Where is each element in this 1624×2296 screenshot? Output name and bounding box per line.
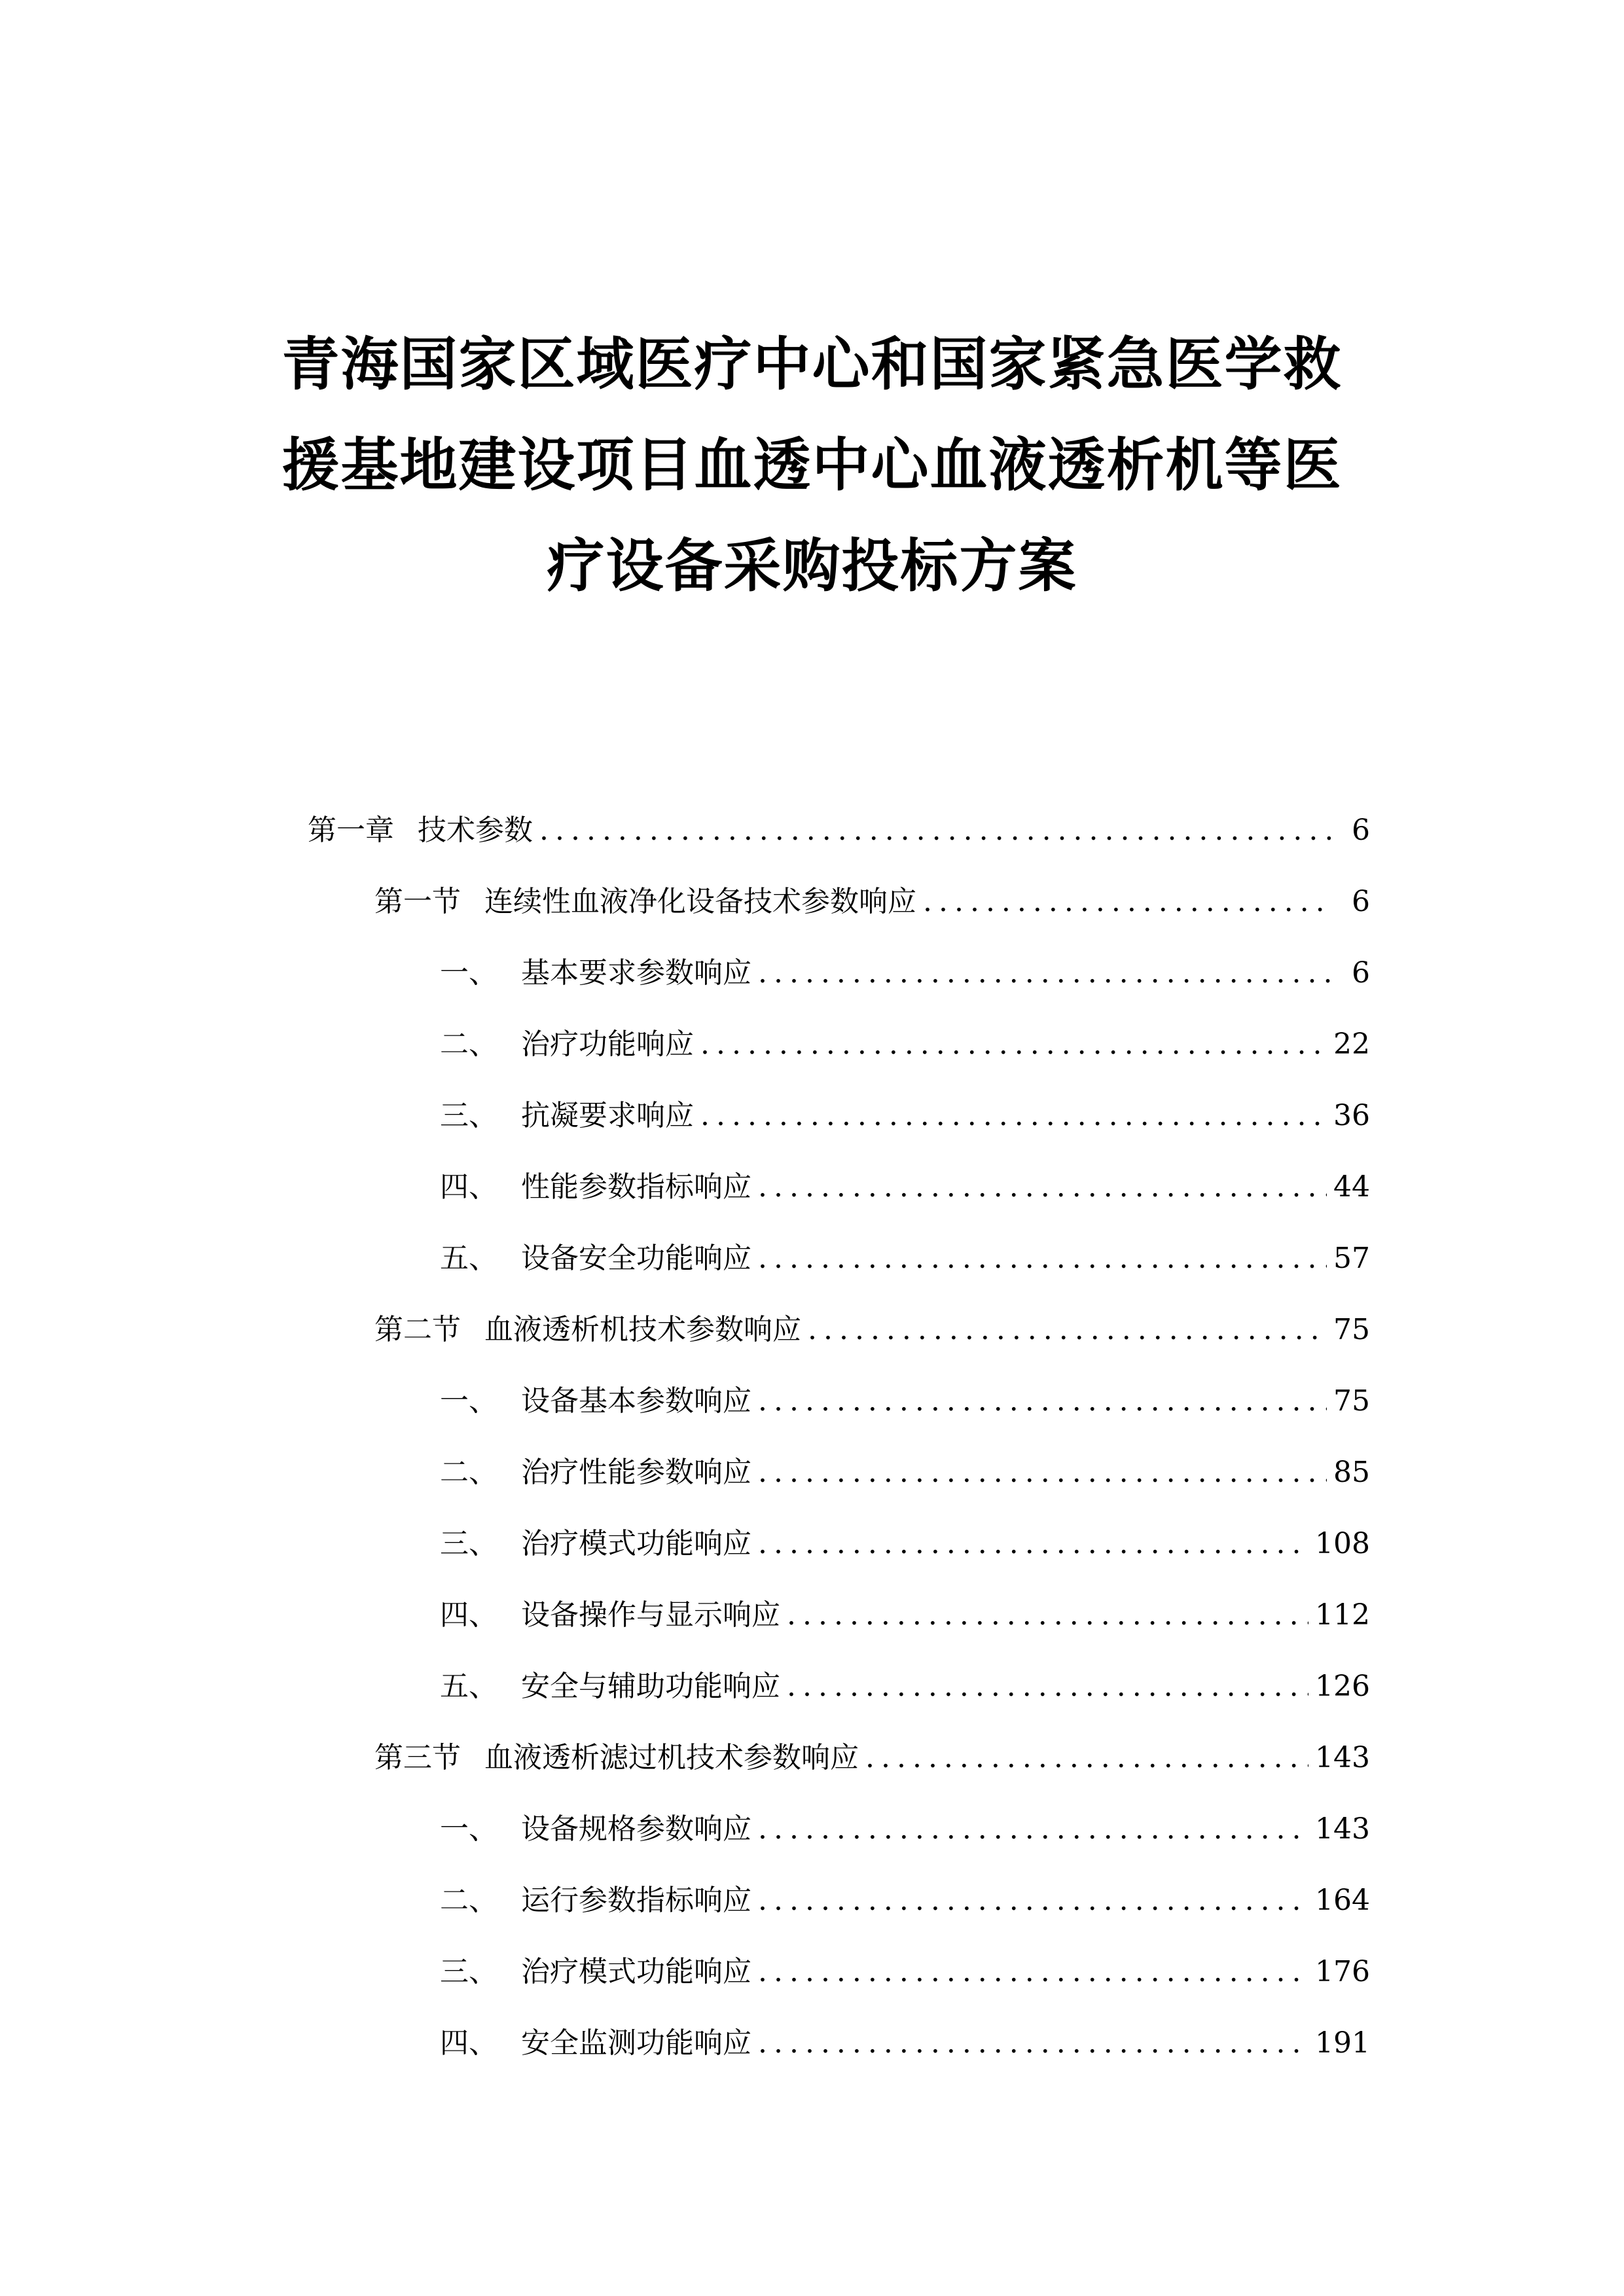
toc-entry-item[interactable] [440,1012,1370,1064]
toc-text: 技术参数 [418,814,533,847]
toc-prefix: 三、 [440,1527,497,1560]
toc-prefix: 二、 [440,1456,497,1489]
toc-leader-dots [808,1310,1327,1350]
toc-prefix: 第一节 [374,885,461,918]
toc-prefix: 四、 [440,2026,497,2060]
toc-leader-dots [758,1952,1308,1992]
toc-text: 设备规格参数响应 [521,1812,751,1846]
toc-entry-item[interactable] [440,1226,1370,1278]
toc-page-number: 75 [1333,1384,1370,1418]
toc-prefix: 四、 [440,1598,497,1632]
toc-entry-item[interactable] [440,1511,1370,1564]
toc-entry-item[interactable] [440,2011,1370,2063]
toc-page-number: 6 [1352,885,1370,918]
toc-leader-dots [700,1025,1327,1064]
toc-text: 治疗性能参数响应 [521,1456,751,1489]
toc-page-number: 22 [1333,1028,1370,1061]
toc-entry-item[interactable] [440,1797,1370,1849]
toc-prefix: 第一章 [308,814,394,847]
toc-leader-dots [787,1596,1308,1635]
toc-text: 治疗模式功能响应 [521,1955,751,1988]
toc-leader-dots [758,1239,1327,1278]
toc-prefix: 第二节 [374,1313,461,1346]
toc-text: 安全与辅助功能响应 [521,1670,780,1703]
toc-leader-dots [758,1168,1327,1207]
toc-leader-dots [758,1524,1308,1564]
toc-page-number: 164 [1315,1884,1370,1917]
toc-prefix: 一、 [440,1384,497,1418]
toc-text: 设备操作与显示响应 [521,1598,780,1632]
toc-text: 设备基本参数响应 [521,1384,751,1418]
toc-entry-item[interactable] [440,1939,1370,1992]
toc-entry-section-2[interactable] [374,1297,1370,1350]
toc-page-number: 75 [1333,1313,1370,1346]
toc-text: 治疗功能响应 [521,1028,694,1061]
toc-leader-dots [700,1096,1327,1136]
toc-text: 抗凝要求响应 [521,1099,694,1132]
toc-leader-dots [758,1881,1308,1920]
toc-leader-dots [758,1810,1308,1849]
toc-prefix: 三、 [440,1955,497,1988]
toc-prefix: 四、 [440,1170,497,1204]
toc-entry-item[interactable] [440,1155,1370,1207]
toc-text: 设备安全功能响应 [521,1242,751,1275]
toc-entry-chapter-1[interactable] [308,798,1370,850]
toc-entry-item[interactable] [440,941,1370,993]
toc-entry-item[interactable] [440,1369,1370,1421]
toc-page-number: 108 [1315,1527,1370,1560]
toc-prefix: 第三节 [374,1741,461,1774]
toc-entry-item[interactable] [440,1583,1370,1635]
toc-prefix: 二、 [440,1028,497,1061]
toc-text: 连续性血液净化设备技术参数响应 [484,885,916,918]
toc-page-number: 112 [1315,1598,1370,1632]
title-line-3: 疗设备采购投标方案 [547,532,1077,600]
toc-leader-dots [787,1667,1308,1706]
toc-page-number: 6 [1352,956,1370,990]
toc-text: 运行参数指标响应 [521,1884,751,1917]
toc-leader-dots [865,1738,1308,1778]
toc-entry-item[interactable] [440,1868,1370,1920]
toc-entry-item[interactable] [440,1440,1370,1492]
toc-text: 安全监测功能响应 [521,2026,751,2060]
toc-page-number: 57 [1333,1242,1370,1275]
toc-page-number: 126 [1315,1670,1370,1703]
toc-leader-dots [923,882,1331,922]
title-line-1: 青海国家区域医疗中心和国家紧急医学救 [281,331,1343,398]
toc-text: 血液透析滤过机技术参数响应 [484,1741,859,1774]
toc-page-number: 44 [1333,1170,1370,1204]
title-line-2: 援基地建设项目血透中心血液透析机等医 [281,431,1343,499]
toc-prefix: 一、 [440,1812,497,1846]
toc-page-number: 143 [1315,1812,1370,1846]
toc-prefix: 五、 [440,1242,497,1275]
toc-page-number: 36 [1333,1099,1370,1132]
toc-page-number: 143 [1315,1741,1370,1774]
toc-leader-dots [758,1453,1327,1492]
toc-leader-dots [758,1382,1327,1421]
toc-page-number: 85 [1333,1456,1370,1489]
toc-entry-section-3[interactable] [374,1725,1370,1778]
toc-text: 治疗模式功能响应 [521,1527,751,1560]
toc-leader-dots [539,811,1331,850]
toc-entry-item[interactable] [440,1654,1370,1706]
toc-prefix: 五、 [440,1670,497,1703]
toc-prefix: 三、 [440,1099,497,1132]
toc-page-number: 176 [1315,1955,1370,1988]
toc-page-number: 6 [1352,814,1370,847]
toc-prefix: 二、 [440,1884,497,1917]
toc-text: 基本要求参数响应 [521,956,751,990]
document-title [0,314,1624,617]
toc-text: 性能参数指标响应 [521,1170,751,1204]
toc-text: 血液透析机技术参数响应 [484,1313,801,1346]
toc-leader-dots [758,2024,1308,2063]
toc-entry-section-1[interactable] [374,869,1370,922]
toc-prefix: 一、 [440,956,497,990]
toc-entry-item[interactable] [440,1083,1370,1136]
toc-leader-dots [758,954,1331,993]
toc-page-number: 191 [1315,2026,1370,2060]
